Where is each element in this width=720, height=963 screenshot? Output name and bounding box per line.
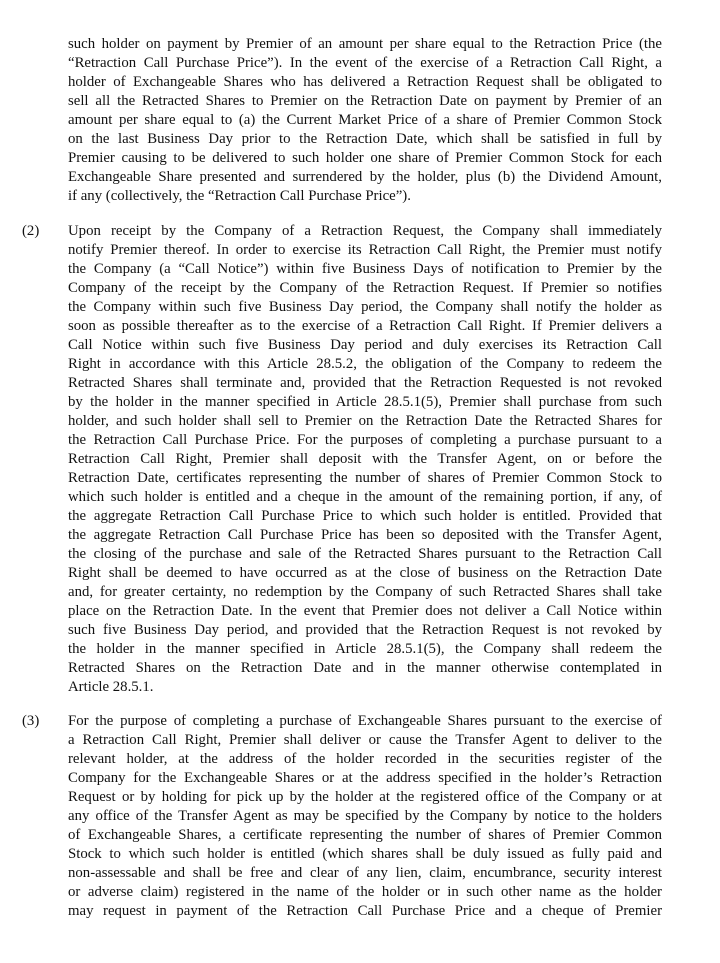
text-line: Right shall be deemed to have occurred as at the close of business on the Retraction Date <box>68 565 662 581</box>
text-line: if any (collectively, the “Retraction Call Purchase Price”). <box>68 188 411 204</box>
text-line: soon as possible thereafter as to the exercise of a Retraction Call Right. If Premier delivers a <box>68 318 662 334</box>
text-line: the Company (a “Call Notice”) within five Business Days of notification to Premier by the <box>68 261 662 277</box>
text-line: such holder on payment by Premier of an amount per share equal to the Retraction Price (the <box>68 36 662 52</box>
paragraph-number: (3) <box>22 713 40 729</box>
text-line: Exchangeable Share presented and surrendered by the holder, plus (b) the Dividend Amount, <box>68 169 662 185</box>
text-line: Request or by holding for pick up by the holder at the registered office of the Company or at <box>68 789 662 805</box>
text-line: the holder in the manner specified in Article 28.5.1(5), the Company shall redeem the <box>68 641 662 657</box>
text-line: Premier causing to be delivered to such holder one share of Premier Common Stock for each <box>68 150 662 166</box>
text-line: or adverse claim) registered in the name of the holder or in such other name as the holder <box>68 884 662 900</box>
text-line: the aggregate Retraction Call Purchase Price to which such holder is entitled. Provided that <box>68 508 662 524</box>
text-line: Stock to which such holder is entitled (which shares shall be duly issued as fully paid and <box>68 846 662 862</box>
text-line: any office of the Transfer Agent as may be specified by the Company by notice to the holders <box>68 808 662 824</box>
text-line: notify Premier thereof. In order to exercise its Retraction Call Right, the Premier must notify <box>68 242 662 258</box>
text-line: sell all the Retracted Shares to Premier on the Retraction Date on payment by Premier of an <box>68 93 662 109</box>
text-line: the aggregate Retraction Call Purchase Price has been so deposited with the Transfer Agent, <box>68 527 662 543</box>
text-line: on the last Business Day prior to the Retraction Date, which shall be satisfied in full by <box>68 131 662 147</box>
text-line: and, for greater certainty, no redemption by the Company of such Retracted Shares shall take <box>68 584 662 600</box>
text-line: a Retraction Call Right, Premier shall deliver or cause the Transfer Agent to deliver to the <box>68 732 662 748</box>
text-line: Retracted Shares on the Retraction Date and in the manner otherwise contemplated in <box>68 660 662 676</box>
text-line: Company of the receipt by the Company of the Retraction Request. If Premier so notifies <box>68 280 662 296</box>
text-line: the Company within such five Business Day period, the Company shall notify the holder as <box>68 299 662 315</box>
paragraph-body <box>68 712 662 921</box>
text-line: Company for the Exchangeable Shares or at the address specified in the holder’s Retraction <box>68 770 662 786</box>
text-line: place on the Retraction Date. In the event that Premier does not deliver a Call Notice within <box>68 603 662 619</box>
text-line: Retracted Shares shall terminate and, provided that the Retraction Requested is not revoked <box>68 375 662 391</box>
text-line: Call Notice within such five Business Day period and duly exercises its Retraction Call <box>68 337 662 353</box>
text-line: amount per share equal to (a) the Current Market Price of a share of Premier Common Stock <box>68 112 662 128</box>
text-line: the closing of the purchase and sale of the Retracted Shares pursuant to the Retraction Call <box>68 546 662 562</box>
text-line: such five Business Day period, and provided that the Retraction Request is not revoked by <box>68 622 662 638</box>
text-line: For the purpose of completing a purchase of Exchangeable Shares pursuant to the exercise of <box>68 713 662 729</box>
text-line: “Retraction Call Purchase Price”). In the event of the exercise of a Retraction Call Right, a <box>68 55 662 71</box>
text-line: relevant holder, at the address of the holder recorded in the securities register of the <box>68 751 662 767</box>
text-line: may request in payment of the Retraction Call Purchase Price and a cheque of Premier <box>68 903 662 919</box>
text-line: holder, and such holder shall sell to Premier on the Retraction Date the Retracted Shares for <box>68 413 662 429</box>
text-line: by the holder in the manner specified in Article 28.5.1(5), Premier shall purchase from such <box>68 394 662 410</box>
text-line: the Retraction Call Purchase Price. For the purposes of completing a purchase pursuant to a <box>68 432 662 448</box>
text-line: holder of Exchangeable Shares who has delivered a Retraction Request shall be obligated to <box>68 74 662 90</box>
text-line: Right in accordance with this Article 28.5.2, the obligation of the Company to redeem the <box>68 356 662 372</box>
text-line: which such holder is entitled and a cheque in the amount of the remaining portion, if any, of <box>68 489 662 505</box>
text-line: Upon receipt by the Company of a Retraction Request, the Company shall immediately <box>68 223 662 239</box>
text-line: Article 28.5.1. <box>68 679 154 695</box>
text-line: Retraction Date, certificates representing the number of shares of Premier Common Stock to <box>68 470 662 486</box>
paragraph-body <box>68 222 662 697</box>
text-line: non-assessable and shall be free and clear of any lien, claim, encumbrance, security interest <box>68 865 662 881</box>
text-line: of Exchangeable Shares, a certificate representing the number of shares of Premier Common <box>68 827 662 843</box>
paragraph-body <box>68 35 662 206</box>
paragraph-number: (2) <box>22 223 40 239</box>
text-line: Retraction Call Right, Premier shall deposit with the Transfer Agent, on or before the <box>68 451 662 467</box>
